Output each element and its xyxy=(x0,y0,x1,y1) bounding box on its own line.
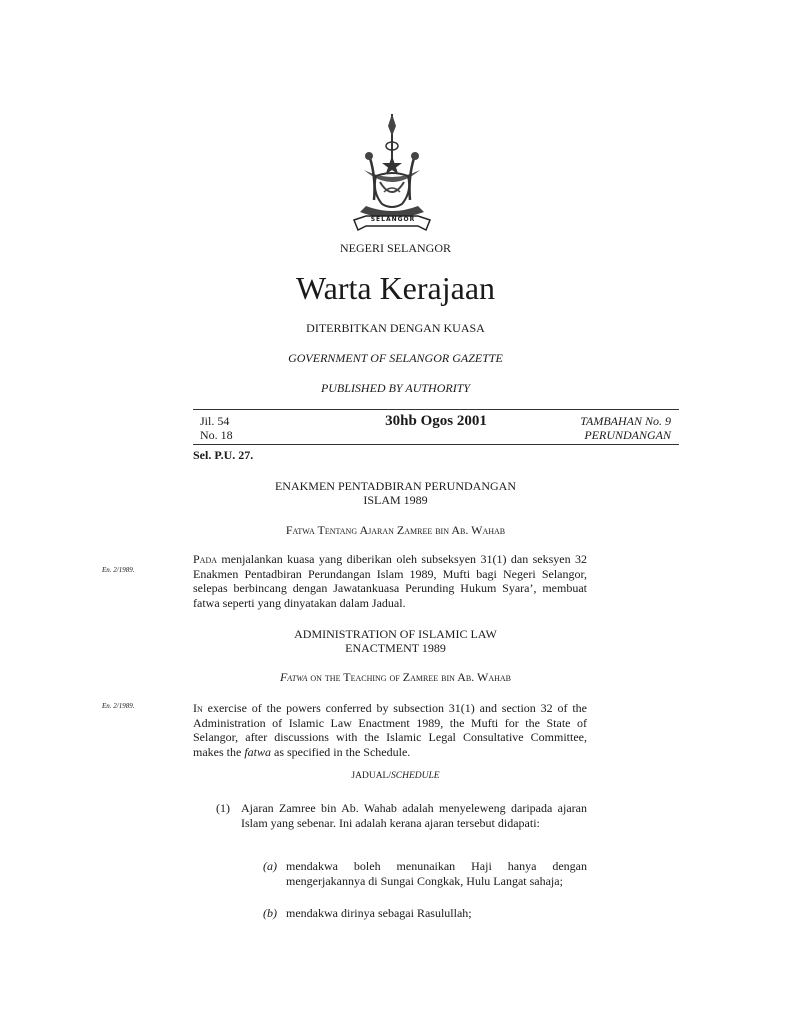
fatwa-title-english-rest: on the Teaching of Zamree bin Ab. Wahab xyxy=(307,670,512,684)
published-authority-english: PUBLISHED BY AUTHORITY xyxy=(320,381,471,395)
paragraph-malay-text: menjalankan kuasa yang diberikan oleh subseksyen 31(1) dan seksyen 32 Enakmen Pentadbiran Perundangan Islam 1989, Mufti bagi Negeri Selangor, selepas berbincang dengan Jawatankuasa Perunding Hukum Syara’, membuat fatwa seperti yang dinyatakan dalam Jadual. xyxy=(193,552,587,610)
schedule-item-text: Ajaran Zamree bin Ab. Wahab adalah menyeleweng daripada ajaran Islam yang sebenar. Ini adalah kerana ajaran tersebut didapati: xyxy=(241,801,587,830)
reference-number: Sel. P.U. 27. xyxy=(193,448,254,462)
schedule-label-malay: JADUAL/ xyxy=(351,771,392,781)
margin-note-english: En. 2/1989. xyxy=(102,702,135,710)
fatwa-word: Fatwa xyxy=(279,670,308,684)
supplement-category: PERUNDANGAN xyxy=(584,428,671,442)
paragraph-english xyxy=(193,701,587,759)
header-top-rule xyxy=(193,409,679,410)
gazette-title: Warta Kerajaan xyxy=(295,270,496,306)
enactment-title-malay-line2: ISLAM 1989 xyxy=(363,493,428,507)
gazette-name-english: GOVERNMENT OF SELANGOR GAZETTE xyxy=(288,351,503,365)
supplement-number: TAMBAHAN No. 9 xyxy=(580,414,671,428)
fatwa-title-english xyxy=(0,670,791,685)
enactment-title-malay-line1: ENAKMEN PENTADBIRAN PERUNDANGAN xyxy=(274,479,517,493)
paragraph-english-text: exercise of the powers conferred by subsection 31(1) and section 32 of the Administration of Islamic Law Enactment 1989, the Mufti for the State of Selangor, after discussions with the Islamic Legal Consultative Committee, makes the xyxy=(193,701,587,759)
state-name: NEGERI SELANGOR xyxy=(340,241,451,255)
margin-note-malay: En. 2/1989. xyxy=(102,566,135,574)
schedule-item-number: (1) xyxy=(216,801,230,815)
issue-number: No. 18 xyxy=(200,428,233,442)
paragraph-english-end: as specified in the Schedule. xyxy=(271,744,411,759)
selangor-crest-emblem xyxy=(346,112,438,240)
volume-number: Jil. 54 xyxy=(200,414,230,428)
subitem-text: mendakwa dirinya sebagai Rasulullah; xyxy=(286,906,472,920)
subitem-label: (b) xyxy=(263,906,277,920)
subitem-label: (a) xyxy=(263,859,277,873)
crest-banner-text: SELANGOR xyxy=(370,216,416,223)
published-authority-malay: DITERBITKAN DENGAN KUASA xyxy=(306,321,485,335)
enactment-title-english-line1: ADMINISTRATION OF ISLAMIC LAW xyxy=(294,627,497,641)
schedule-label-english: SCHEDULE xyxy=(391,771,440,781)
fatwa-title-malay: Fatwa Tentang Ajaran Zamree bin Ab. Wahab xyxy=(285,523,506,537)
issue-date: 30hb Ogos 2001 xyxy=(385,413,487,429)
paragraph-english-lead: In xyxy=(193,701,203,715)
paragraph-english-italic: fatwa xyxy=(244,744,271,759)
subitem-text: mendakwa boleh menunaikan Haji hanya dengan mengerjakannya di Sungai Congkak, Hulu Langat sahaja; xyxy=(286,859,587,888)
paragraph-malay-lead: Pada xyxy=(193,552,218,566)
header-bottom-rule xyxy=(193,444,679,445)
enactment-title-english-line2: ENACTMENT 1989 xyxy=(345,641,446,655)
paragraph-malay xyxy=(193,552,587,610)
schedule-heading xyxy=(0,771,791,781)
